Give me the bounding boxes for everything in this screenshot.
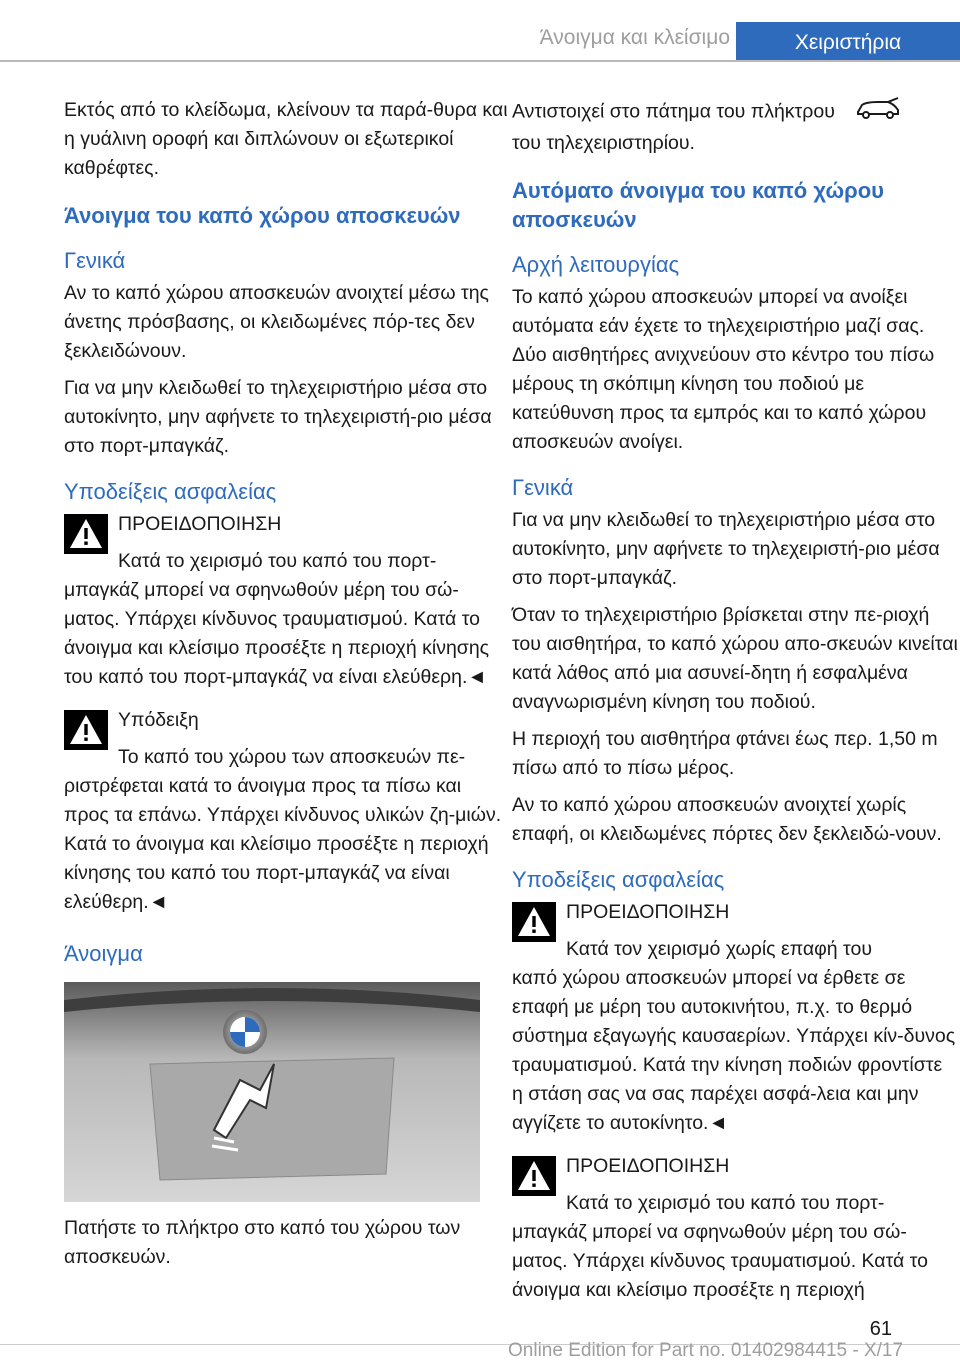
- trunk-button-photo: [64, 982, 480, 1202]
- warning-right-1-text: καπό χώρου αποσκευών μπορεί να έρθετε σε επαφή με μέρη του αυτοκινήτου, π.χ. το θερμό σύστημα εξαγωγής καυσαερίων. Υπάρχει κίν-δυνος τραυματισμού. Κατά την κίνηση ποδιών φροντίστε η στάση σας να σας παρέχει ασφά-λεια και μην αγγίζετε το αυτοκίνητο.◄: [512, 967, 956, 1134]
- general-right-3: Η περιοχή του αισθητήρα φτάνει έως περ. 1,50 m πίσω από το πίσω μέρος.: [512, 728, 938, 779]
- warning-icon: [512, 1156, 556, 1196]
- note-text: ριστρέφεται κατά το άνοιγμα προς τα πίσω και προς τα επάνω. Υπάρχει κίνδυνος υλικών ζη-μιών. Κατά το άνοιγμα και κλείσιμο προσέξτε η περιοχή κίνησης του καπό του πορτ-μπαγκάζ να είναι ελεύθερη.◄: [64, 775, 502, 913]
- warning-right-1-first: Κατά τον χειρισμό χωρίς επαφή του: [566, 938, 872, 960]
- heading-safety-right: Υποδείξεις ασφαλείας: [512, 867, 725, 892]
- heading-principle: Αρχή λειτουργίας: [512, 252, 680, 277]
- warning-label-right-2: ΠΡΟΕΙΔΟΠΟΙΗΣΗ: [566, 1155, 730, 1177]
- page-number: 61: [869, 1318, 892, 1340]
- general-right-2: Όταν το τηλεχειριστήριο βρίσκεται στην πε-ριοχή του αισθητήρα, το καπό χώρου απο-σκευών κινείται κατά λάθος από μια ασυνεί-δητη ή εσφαλμένα αναγνωρισμένη κίνηση του ποδιού.: [512, 604, 958, 713]
- heading-trunk-opening: Άνοιγμα του καπό χώρου αποσκευών: [64, 203, 461, 228]
- warning-block: [64, 510, 510, 692]
- header-rule: [0, 60, 960, 62]
- general-paragraph-2: Για να μην κλειδωθεί το τηλεχειριστήριο μέσα στο αυτοκίνητο, μην αφήνετε το τηλεχειριστή-ριο μέσα στο πορτ-μπαγκάζ.: [64, 377, 492, 457]
- principle-paragraph: Το καπό χώρου αποσκευών μπορεί να ανοίξει αυτόματα εάν έχετε το τηλεχειριστήριο μαζί σας. Δύο αισθητήρες ανιχνεύουν στο κέντρο του πίσω μέρους τη σκόπιμη κίνηση του ποδιού με κατεύθυνση προς τα εμπρός και το καπό χώρου αποσκευών ανοίγει.: [512, 286, 935, 453]
- warning-label: ΠΡΟΕΙΔΟΠΟΙΗΣΗ: [118, 513, 282, 535]
- general-paragraph-1: Αν το καπό χώρου αποσκευών ανοιχτεί μέσω της άνετης πρόσβασης, οι κλειδωμένες πόρ-τες δεν ξεκλειδώνουν.: [64, 282, 489, 362]
- note-block: [64, 706, 510, 917]
- warning-icon: [512, 902, 556, 942]
- heading-auto-opening: Αυτόματο άνοιγμα του καπό χώρου αποσκευών: [512, 178, 884, 232]
- warning-text: μπαγκάζ μπορεί να σφηνωθούν μέρη του σώ-ματος. Υπάρχει κίνδυνος τραυματισμού. Κατά το άνοιγμα και κλείσιμο προσέξτε η περιοχή κίνησης του καπό του πορτ-μπαγκάζ να είναι ελεύθερη.◄: [64, 579, 490, 688]
- right-column: [512, 96, 958, 1313]
- warning-icon: [64, 514, 108, 554]
- warning-right-2-first: Κατά το χειρισμό του καπό του πορτ-: [566, 1192, 885, 1214]
- warning-text-first: Κατά το χειρισμό του καπό του πορτ-: [118, 550, 437, 572]
- remote-paragraph: [512, 96, 958, 158]
- heading-opening: Άνοιγμα: [64, 941, 143, 966]
- footer-edition: Online Edition for Part no. 01402984415 - X/17: [508, 1340, 904, 1361]
- warning-label-right-1: ΠΡΟΕΙΔΟΠΟΙΗΣΗ: [566, 901, 730, 923]
- header-section-title: Άνοιγμα και κλείσιμο: [539, 26, 730, 49]
- heading-safety: Υποδείξεις ασφαλείας: [64, 479, 277, 504]
- note-label: Υπόδειξη: [118, 709, 199, 731]
- left-column: [64, 96, 510, 1280]
- remote-text-2: του τηλεχειριστηρίου.: [512, 132, 695, 154]
- intro-paragraph: Εκτός από το κλείδωμα, κλείνουν τα παρά-θυρα και η γυάλινη οροφή και διπλώνουν οι εξωτερικοί καθρέφτες.: [64, 99, 508, 179]
- warning-right-2-text: μπαγκάζ μπορεί να σφηνωθούν μέρη του σώ-ματος. Υπάρχει κίνδυνος τραυματισμού. Κατά το άνοιγμα και κλείσιμο προσέξτε η περιοχή: [512, 1221, 928, 1301]
- heading-general: Γενικά: [64, 248, 126, 273]
- warning-icon: [64, 710, 108, 750]
- photo-caption: Πατήστε το πλήκτρο στο καπό του χώρου των αποσκευών.: [64, 1217, 461, 1268]
- general-right-1: Για να μην κλειδωθεί το τηλεχειριστήριο μέσα στο αυτοκίνητο, μην αφήνετε το τηλεχειριστή-ριο μέσα στο πορτ-μπαγκάζ.: [512, 509, 940, 589]
- car-trunk-icon: [854, 96, 902, 129]
- warning-block-right-2: [512, 1152, 958, 1305]
- warning-block-right-1: [512, 898, 958, 1138]
- general-right-4: Αν το καπό χώρου αποσκευών ανοιχτεί χωρίς επαφή, οι κλειδωμένες πόρτες δεν ξεκλειδώ-νουν.: [512, 794, 942, 845]
- heading-general-right: Γενικά: [512, 475, 574, 500]
- note-text-first: Το καπό του χώρου των αποσκευών πε-: [118, 746, 466, 768]
- page-header: [0, 0, 960, 62]
- header-chapter-tab: Χειριστήρια: [736, 22, 960, 62]
- remote-text: Αντιστοιχεί στο πάτημα του πλήκτρου: [512, 100, 835, 123]
